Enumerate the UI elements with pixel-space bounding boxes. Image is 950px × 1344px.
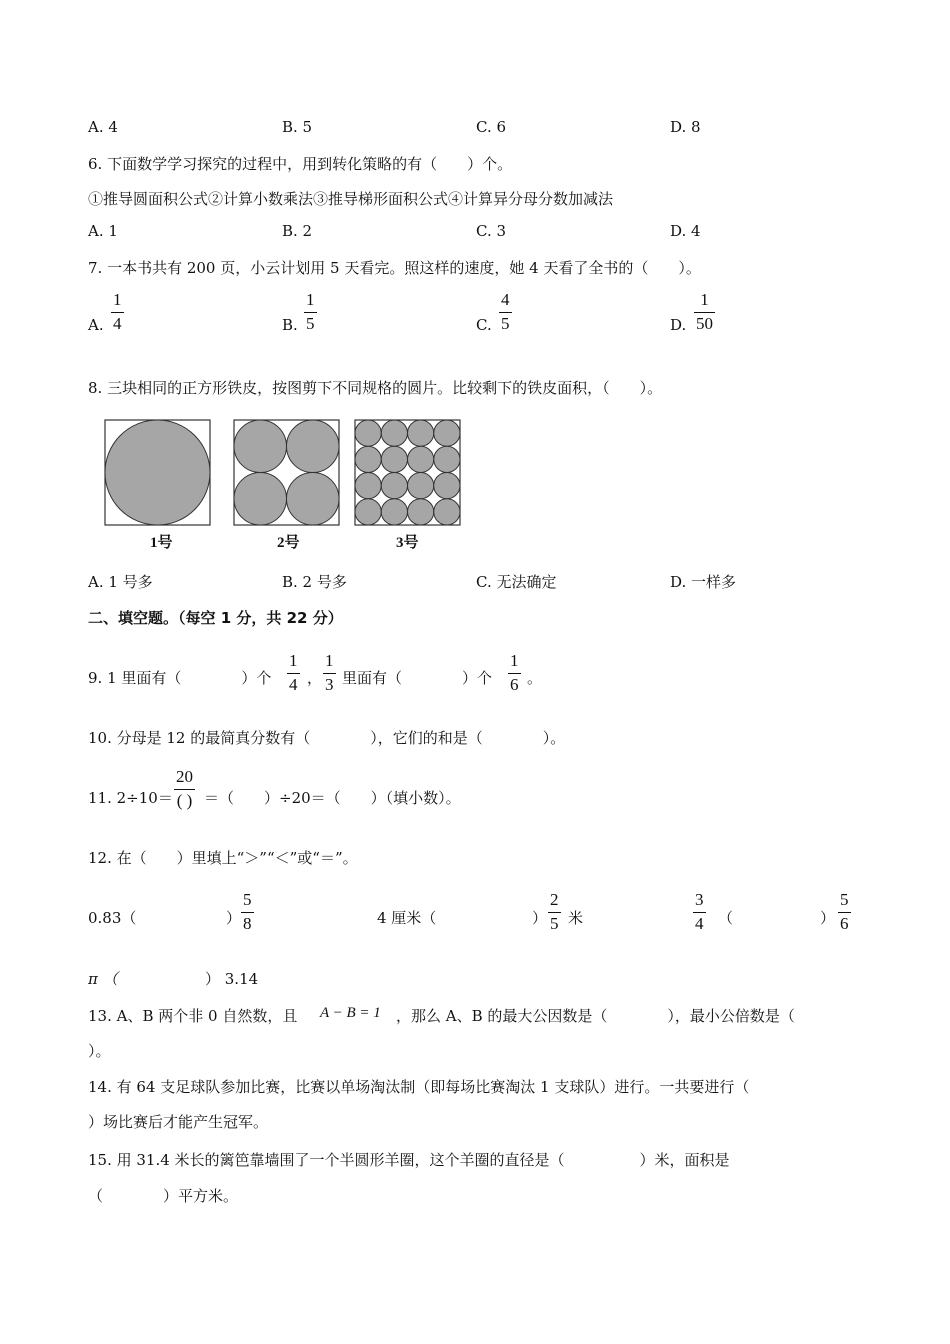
q5-option-b: B. 5 <box>282 118 313 136</box>
q12-a-num: 5 <box>243 890 252 909</box>
q12-d-right: ） 3.14 <box>205 970 259 988</box>
circle-small <box>355 446 381 472</box>
q11-den: ( ) <box>176 790 193 810</box>
q12-b-unit: 米 <box>568 909 584 927</box>
q8-option-c: C. 无法确定 <box>476 573 557 591</box>
q7-option-d-fraction <box>694 291 715 333</box>
q7-a-numerator: 1 <box>113 290 122 309</box>
q8-figure-squares <box>100 414 470 530</box>
q12-a-left: 0.83（ <box>88 909 137 927</box>
q11-num: 20 <box>176 767 193 786</box>
q7-a-denominator: 4 <box>113 313 122 333</box>
q9-f2-num: 1 <box>325 651 334 670</box>
q13-line1-b: ，那么 A、B 的最大公因数是（ ），最小公倍数是（ <box>396 1007 795 1025</box>
q5-option-c: C. 6 <box>476 118 507 136</box>
q7-option-c-fraction <box>499 291 512 333</box>
circle-small <box>381 446 407 472</box>
q13-line1-a: 13. A、B 两个非 0 自然数，且 <box>88 1007 298 1025</box>
q8-option-a: A. 1 号多 <box>88 573 153 591</box>
q7-d-numerator: 1 <box>700 290 709 309</box>
circle-small <box>434 473 460 499</box>
q14-line2: ）场比赛后才能产生冠军。 <box>88 1113 269 1131</box>
q7-option-b-letter: B. <box>282 316 298 334</box>
q9-f3-num: 1 <box>510 651 519 670</box>
q6-stem: 6. 下面数学学习探究的过程中，用到转化策略的有（ ）个。 <box>88 155 513 173</box>
q9-part2: 里面有（ ）个 <box>342 669 493 687</box>
circle-small <box>381 420 407 446</box>
circle-small <box>381 499 407 525</box>
q11-part2: ＝（ ）÷20＝（ ）（填小数）。 <box>204 789 461 807</box>
q12-a-right: ） <box>226 909 242 927</box>
q11-fraction <box>174 768 195 810</box>
circle-small <box>381 473 407 499</box>
q12-a-fraction <box>241 891 254 933</box>
q8-stem: 8. 三块相同的正方形铁皮，按图剪下不同规格的圆片。比较剩下的铁皮面积，（ ）。 <box>88 379 663 397</box>
q7-option-b-fraction <box>304 291 317 333</box>
q12-b-num: 2 <box>550 890 559 909</box>
q8-option-b: B. 2 号多 <box>282 573 347 591</box>
q6-option-c: C. 3 <box>476 222 507 240</box>
section-title-fill-blank: 二、填空题。（每空 1 分，共 22 分） <box>88 609 343 627</box>
q15-line2: （ ）平方米。 <box>88 1187 239 1205</box>
circle-small <box>434 446 460 472</box>
q5-option-d: D. 8 <box>670 118 701 136</box>
q9-part1: 9. 1 里面有（ ）个 <box>88 669 272 687</box>
q9-f3-den: 6 <box>510 674 519 694</box>
q7-c-denominator: 5 <box>501 313 510 333</box>
q12-c-right-den: 6 <box>840 913 849 933</box>
q12-b-fraction <box>548 891 561 933</box>
q6-option-b: B. 2 <box>282 222 313 240</box>
q6-items: ①推导圆面积公式②计算小数乘法③推导梯形面积公式④计算异分母分数加减法 <box>88 190 614 208</box>
circle-small <box>408 446 434 472</box>
q12-a-den: 8 <box>243 913 252 933</box>
circle-small <box>355 499 381 525</box>
q6-option-d: D. 4 <box>670 222 701 240</box>
q12-b-den: 5 <box>550 913 559 933</box>
q9-end: 。 <box>527 669 543 687</box>
q9-f1-den: 4 <box>289 674 298 694</box>
q9-f2-den: 3 <box>325 674 334 694</box>
q7-c-numerator: 4 <box>501 290 510 309</box>
q10-text: 10. 分母是 12 的最简真分数有（ ），它们的和是（ ）。 <box>88 729 566 747</box>
q12-c-mid: （ <box>718 909 734 927</box>
q12-c-fraction-left <box>693 891 706 933</box>
circle-small <box>408 473 434 499</box>
q12-d-left: π （ <box>88 970 118 988</box>
q9-fraction-3 <box>508 652 521 694</box>
q7-option-a-fraction <box>111 291 124 333</box>
q12-c-left-num: 3 <box>695 890 704 909</box>
q5-option-a: A. 4 <box>88 118 118 136</box>
circle-small <box>434 420 460 446</box>
q8-option-d: D. 一样多 <box>670 573 737 591</box>
square-2 <box>234 420 339 525</box>
q7-d-denominator: 50 <box>696 313 713 333</box>
square-1 <box>105 420 210 525</box>
q7-option-a-letter: A. <box>88 316 104 334</box>
q12-c-right: ） <box>820 909 836 927</box>
q7-b-denominator: 5 <box>306 313 315 333</box>
q14-line1: 14. 有 64 支足球队参加比赛，比赛以单场淘汰制（即每场比赛淘汰 1 支球队）进行。一共要进行（ <box>88 1078 750 1096</box>
q6-option-a: A. 1 <box>88 222 118 240</box>
q7-stem: 7. 一本书共有 200 页，小云计划用 5 天看完。照这样的速度，她 4 天看了全书的（ ）。 <box>88 259 701 277</box>
q12-c-fraction-right <box>838 891 851 933</box>
q9-f1-num: 1 <box>289 651 298 670</box>
q12-c-right-num: 5 <box>840 890 849 909</box>
circle-small <box>355 420 381 446</box>
circle-large <box>105 420 210 525</box>
q12-b-left: 4 厘米（ <box>377 909 437 927</box>
figure-label-3: 3号 <box>396 535 419 551</box>
q7-b-numerator: 1 <box>306 290 315 309</box>
q9-fraction-2 <box>323 652 336 694</box>
square-3 <box>355 420 460 525</box>
figure-label-2: 2号 <box>277 535 300 551</box>
circle-small <box>355 473 381 499</box>
q9-fraction-1 <box>287 652 300 694</box>
circle-small <box>408 499 434 525</box>
q9-separator: ， <box>307 669 323 687</box>
q11-part1: 11. 2÷10＝ <box>88 789 173 807</box>
q12-stem: 12. 在（ ）里填上“＞”“＜”或“＝”。 <box>88 849 358 867</box>
q7-option-d-letter: D. <box>670 316 687 334</box>
figure-label-1: 1号 <box>150 535 173 551</box>
q12-c-left-den: 4 <box>695 913 704 933</box>
q12-b-right: ） <box>532 909 548 927</box>
q15-line1: 15. 用 31.4 米长的篱笆靠墙围了一个半圆形羊圈，这个羊圈的直径是（ ）米，面积是 <box>88 1151 730 1169</box>
q13-formula: A − B = 1 <box>320 1005 381 1021</box>
q13-line2: ）。 <box>88 1042 111 1060</box>
circle-small <box>434 499 460 525</box>
circle-small <box>408 420 434 446</box>
q7-option-c-letter: C. <box>476 316 492 334</box>
